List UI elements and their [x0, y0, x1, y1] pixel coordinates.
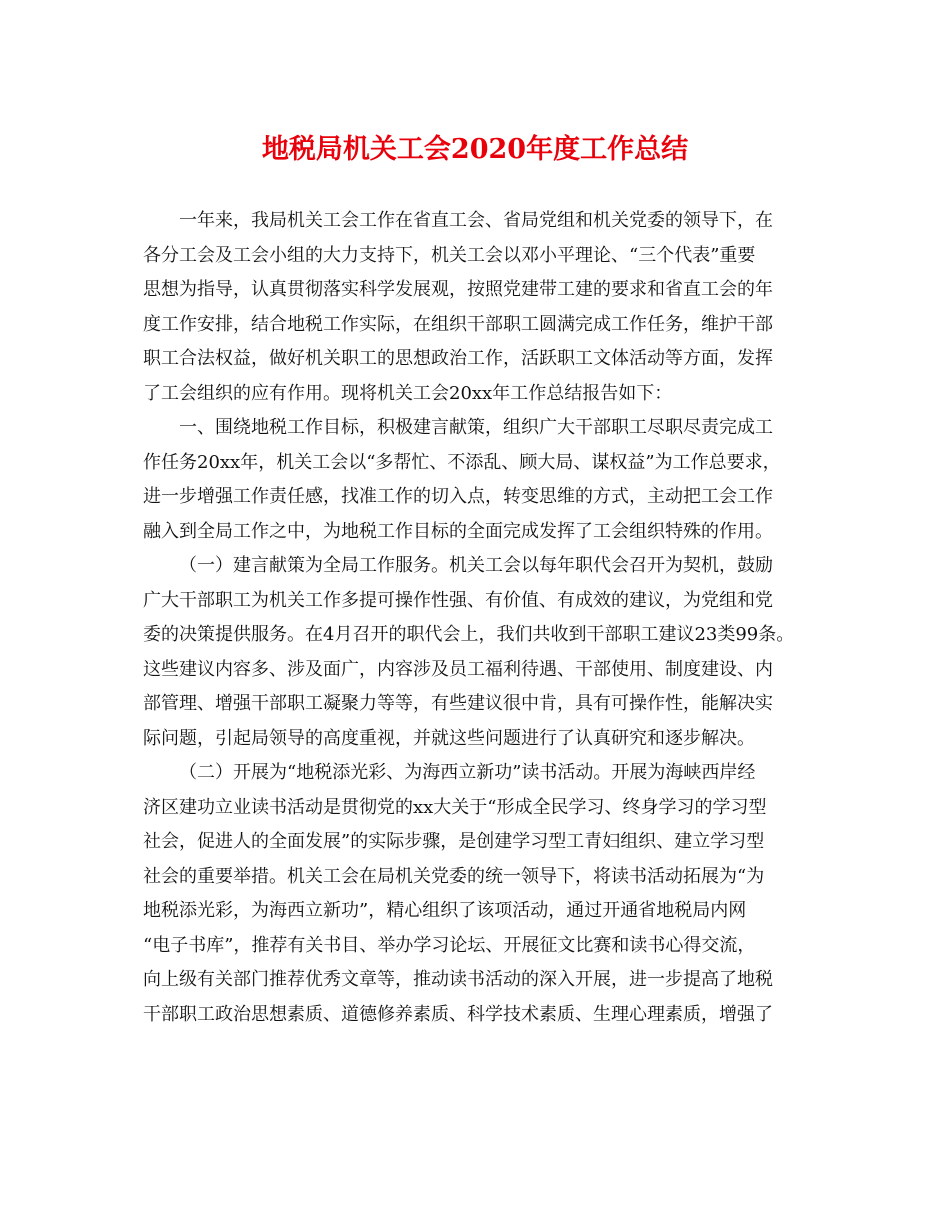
body-line: “电子书库”，推荐有关书目、举办学习论坛、开展征文比赛和读书心得交流，	[143, 934, 756, 956]
body-line: 作任务20xx年，机关工会以“多帮忙、不添乱、顾大局、谋权益”为工作总要求，	[143, 451, 781, 473]
body-line: 部管理、增强干部职工凝聚力等等，有些建议很中肯，具有可操作性，能解决实	[143, 693, 773, 714]
body-line: 济区建功立业读书活动是贯彻党的xx大关于“形成全民学习、终身学习的学习型	[143, 796, 767, 818]
body-line: 思想为指导，认真贯彻落实科学发展观，按照党建带工建的要求和省直工会的年	[143, 279, 773, 300]
body-line: 进一步增强工作责任感，找准工作的切入点，转变思维的方式，主动把工会工作	[143, 486, 773, 507]
document-body	[143, 204, 823, 1032]
body-line: 度工作安排，结合地税工作实际，在组织干部职工圆满完成工作任务，维护干部	[143, 313, 773, 335]
body-line: 职工合法权益，做好机关职工的思想政治工作，活跃职工文体活动等方面，发挥	[143, 348, 773, 369]
body-line: 融入到全局工作之中，为地税工作目标的全面完成发挥了工会组织特殊的作用。	[143, 520, 773, 542]
body-line: 社会，促进人的全面发展”的实际步骤，是创建学习型工青妇组织、建立学习型	[143, 831, 765, 852]
body-line: （一）建言献策为全局工作服务。机关工会以每年职代会召开为契机，鼓励	[179, 555, 773, 576]
body-line: 地税添光彩，为海西立新功”，精心组织了该项活动，通过开通省地税局内网	[143, 900, 747, 921]
document-title: 地税局机关工会2020年度工作总结	[261, 134, 689, 165]
body-line: 一年来，我局机关工会工作在省直工会、省局党组和机关党委的领导下，在	[179, 210, 773, 231]
body-line: 委的决策提供服务。在4月召开的职代会上，我们共收到干部职工建议23类99条。	[143, 624, 795, 645]
body-line: 向上级有关部门推荐优秀文章等，推动读书活动的深入开展，进一步提高了地税	[143, 969, 773, 990]
body-line: 了工会组织的应有作用。现将机关工会20xx年工作总结报告如下：	[143, 382, 673, 404]
body-line: 社会的重要举措。机关工会在局机关党委的统一领导下，将读书活动拓展为“为	[143, 865, 765, 887]
body-line: 广大干部职工为机关工作多提可操作性强、有价值、有成效的建议，为党组和党	[143, 589, 773, 611]
body-line: 一、围绕地税工作目标，积极建言献策，组织广大干部职工尽职尽责完成工	[179, 417, 773, 438]
body-line: 各分工会及工会小组的大力支持下，机关工会以邓小平理论、“三个代表”重要	[143, 244, 756, 266]
body-line: （二）开展为“地税添光彩、为海西立新功”读书活动。开展为海峡西岸经	[179, 762, 756, 783]
body-line: 干部职工政治思想素质、道德修养素质、科学技术素质、生理心理素质，增强了	[143, 1003, 773, 1025]
body-line: 际问题，引起局领导的高度重视，并就这些问题进行了认真研究和逐步解决。	[143, 727, 755, 749]
body-line: 这些建议内容多、涉及面广，内容涉及员工福利待遇、干部使用、制度建设、内	[143, 658, 773, 680]
